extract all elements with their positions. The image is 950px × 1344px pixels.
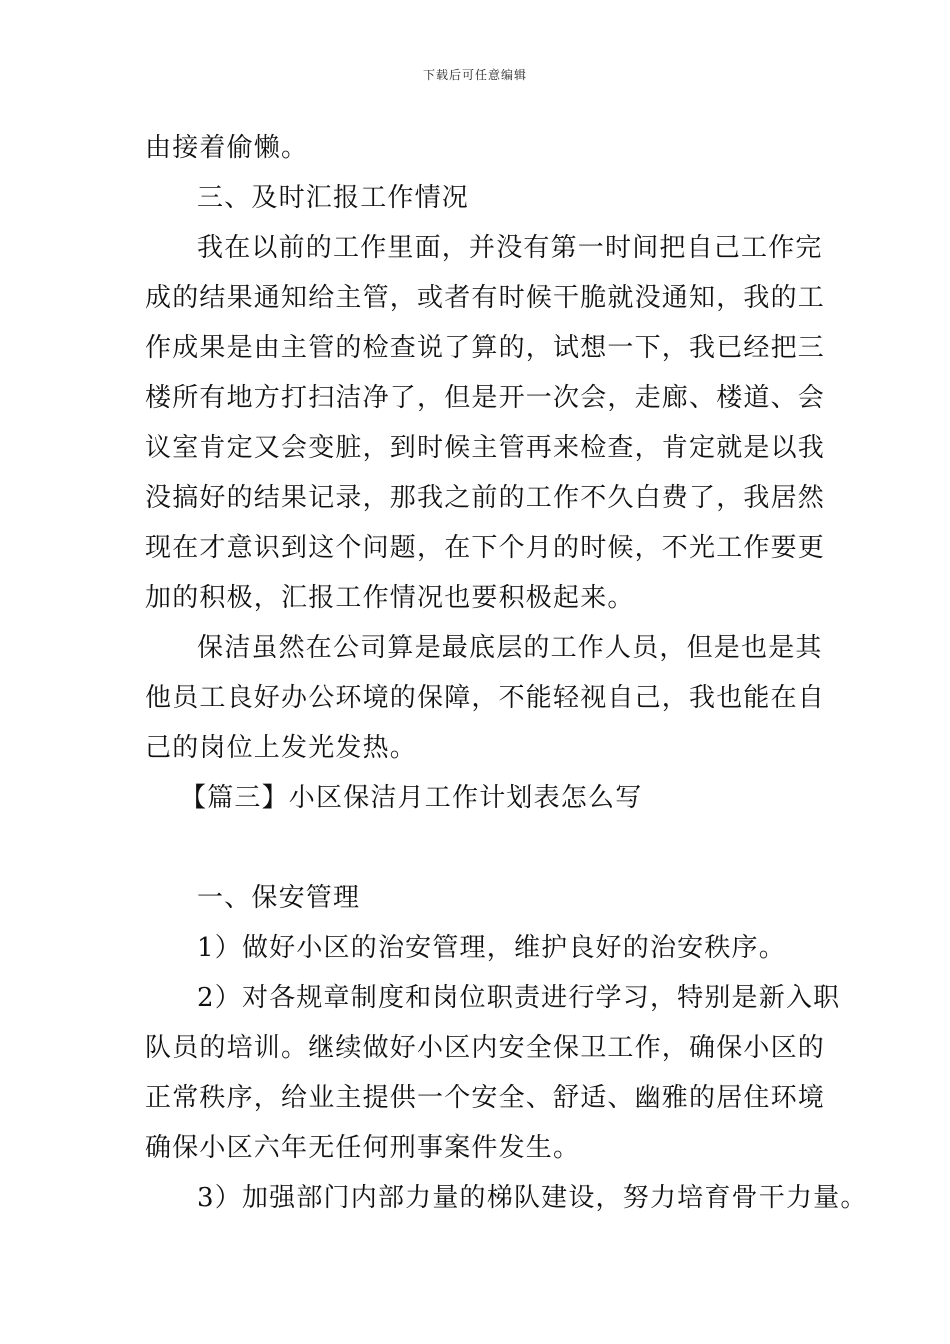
text-line: 由接着偷懒。	[145, 133, 309, 163]
section-heading: 三、及时汇报工作情况	[197, 183, 470, 213]
section-heading: 一、保安管理	[197, 883, 361, 913]
text-line: 正常秩序，给业主提供一个安全、舒适、幽雅的居住环境	[145, 1083, 826, 1113]
page-header-note: 下载后可任意编辑	[422, 68, 527, 82]
text-line: 保洁虽然在公司算是最底层的工作人员，但是也是其	[197, 633, 823, 663]
text-line: 3）加强部门内部力量的梯队建设，努力培育骨干力量。	[197, 1183, 868, 1213]
text-line: 楼所有地方打扫洁净了，但是开一次会，走廊、楼道、会	[145, 383, 826, 413]
text-line: 现在才意识到这个问题，在下个月的时候，不光工作要更	[145, 533, 826, 563]
text-line: 议室肯定又会变脏，到时候主管再来检查，肯定就是以我	[145, 433, 826, 463]
text-line: 他员工良好办公环境的保障，不能轻视自己，我也能在自	[145, 683, 826, 713]
text-line: 作成果是由主管的检查说了算的，试想一下，我已经把三	[145, 333, 826, 363]
chapter-title: 【篇三】小区保洁月工作计划表怎么写	[180, 783, 643, 813]
text-line: 加的积极，汇报工作情况也要积极起来。	[145, 583, 635, 613]
text-line: 没搞好的结果记录，那我之前的工作不久白费了，我居然	[145, 483, 826, 513]
text-line: 队员的培训。继续做好小区内安全保卫工作，确保小区的	[145, 1033, 826, 1063]
text-line: 己的岗位上发光发热。	[145, 733, 418, 763]
text-line: 2）对各规章制度和岗位职责进行学习，特别是新入职	[197, 983, 841, 1013]
text-line: 1）做好小区的治安管理，维护良好的治安秩序。	[197, 933, 786, 963]
text-line: 成的结果通知给主管，或者有时候干脆就没通知，我的工	[145, 283, 826, 313]
text-line: 我在以前的工作里面，并没有第一时间把自己工作完	[197, 233, 823, 263]
text-line: 确保小区六年无任何刑事案件发生。	[145, 1133, 581, 1163]
